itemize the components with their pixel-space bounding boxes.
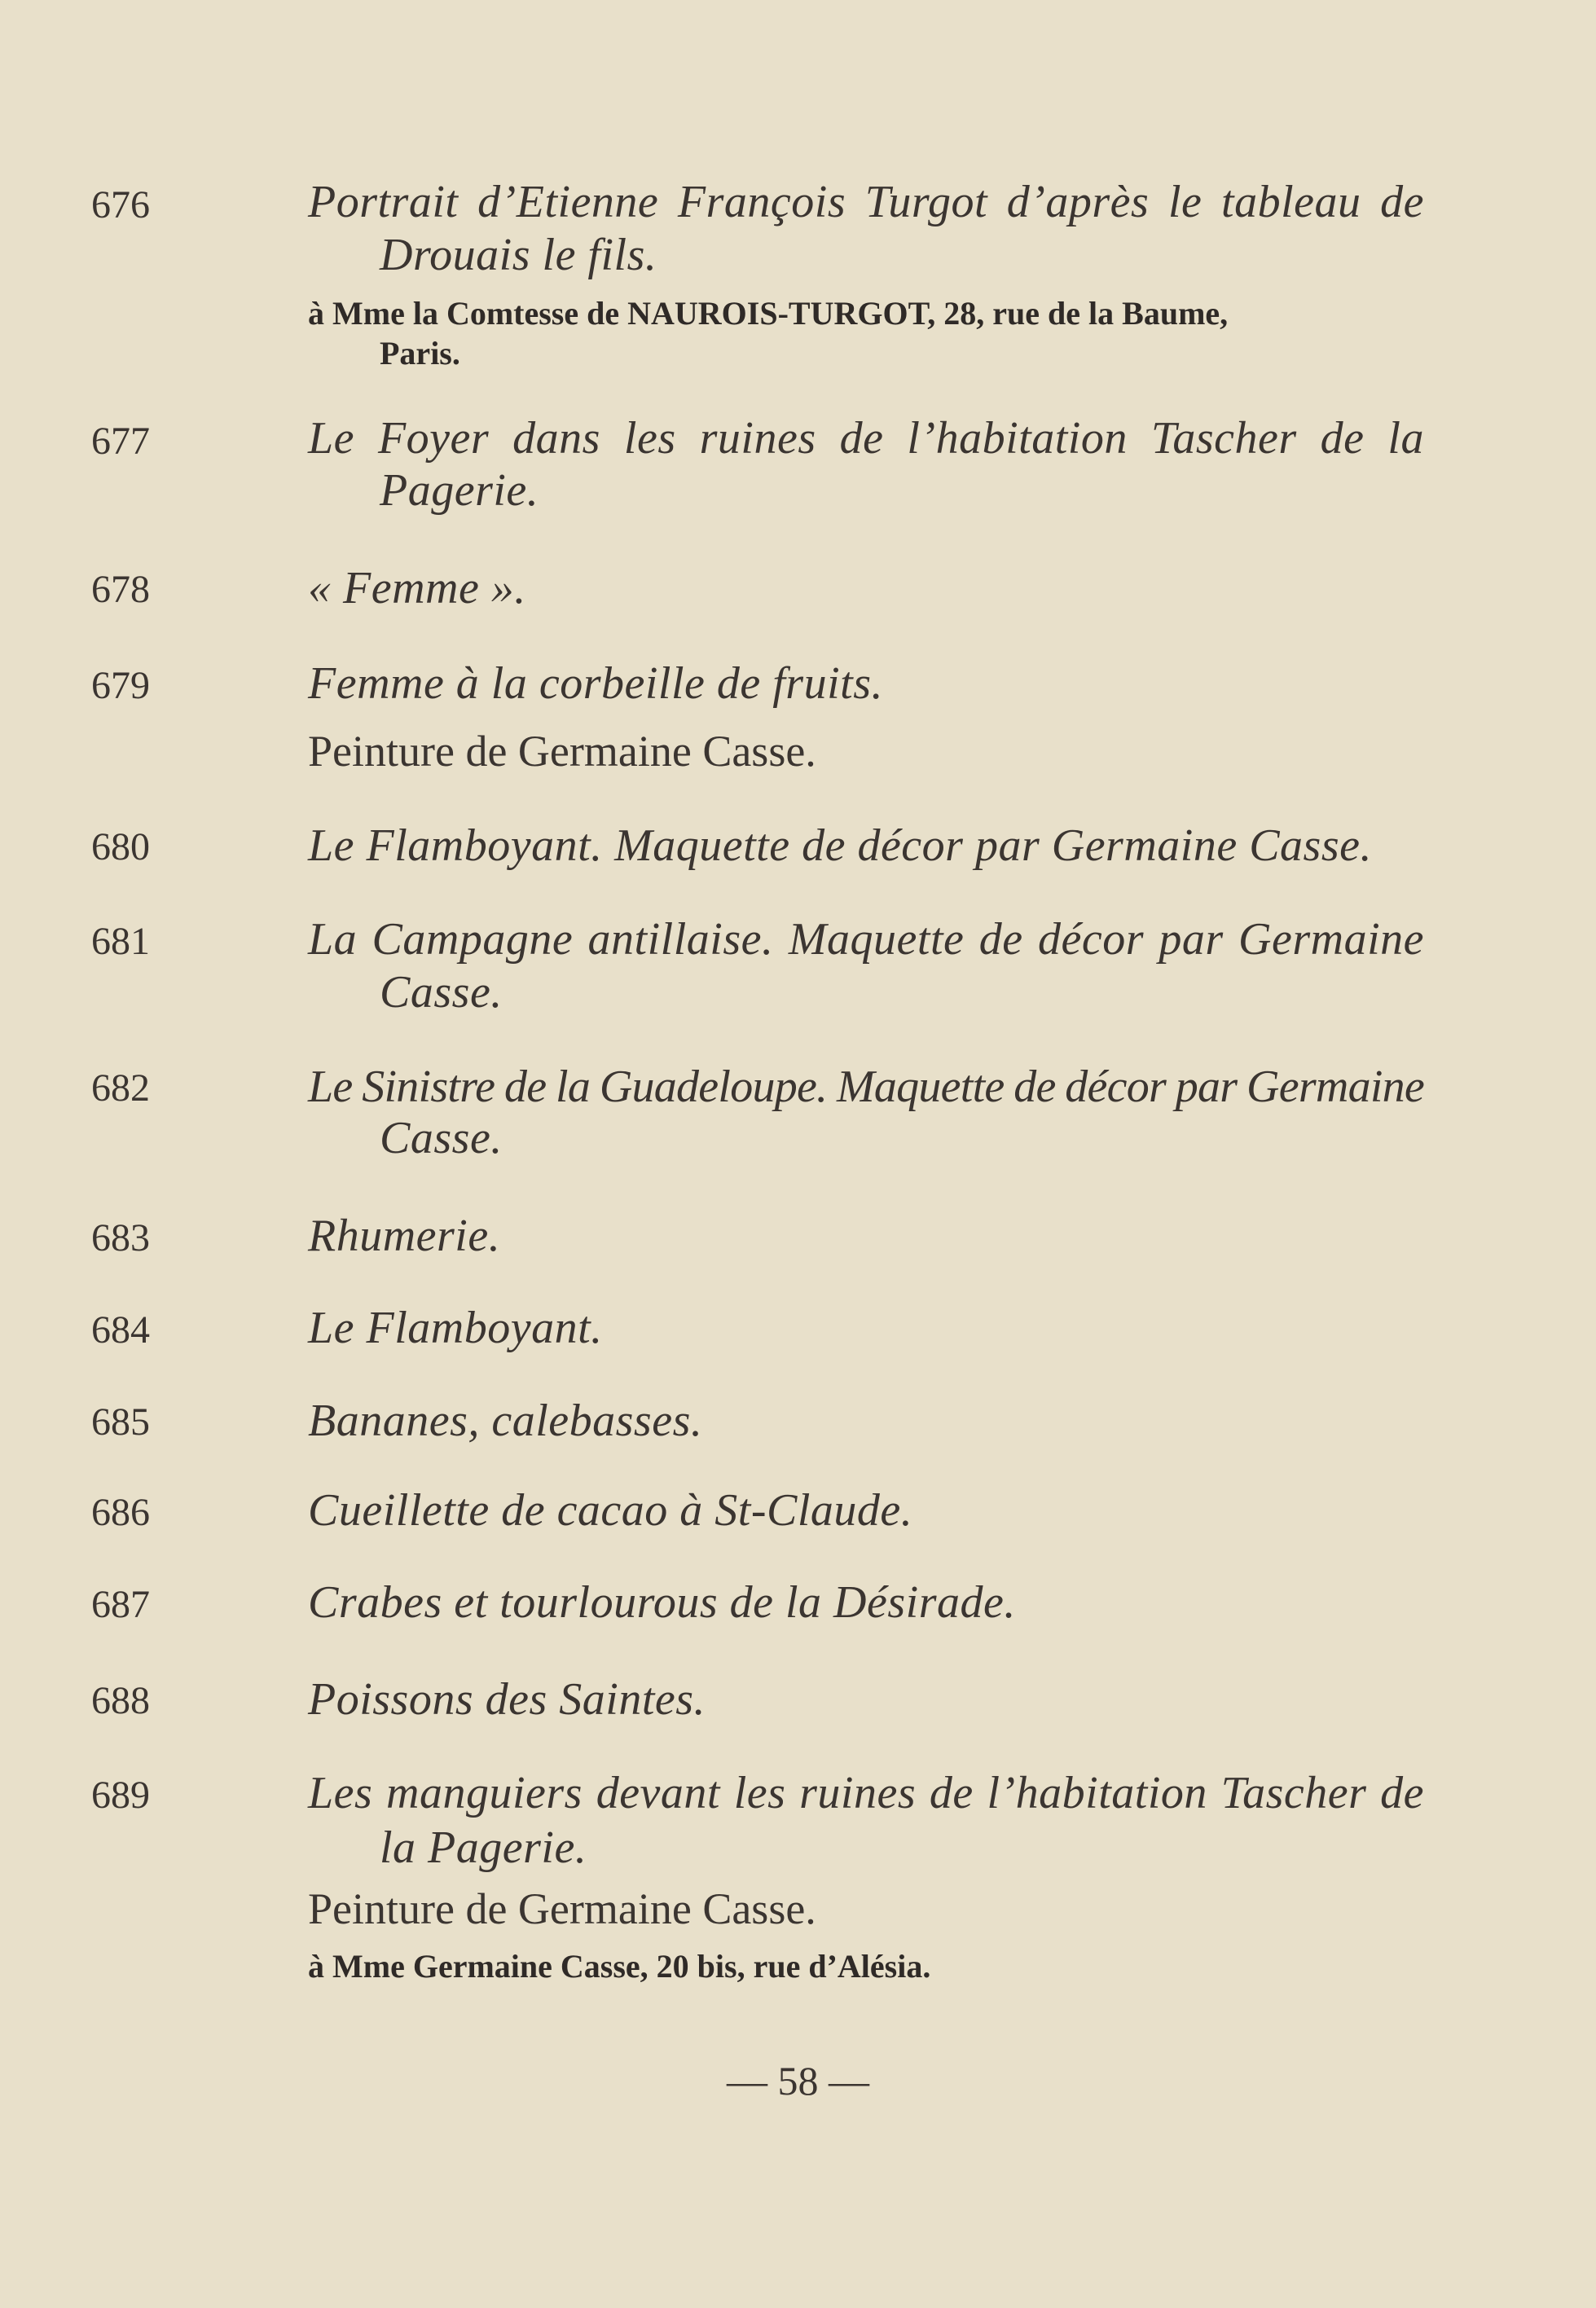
entry-title: « Femme ». (308, 563, 526, 613)
entry-number: 683 (91, 1216, 150, 1260)
entry-title-cont: Pagerie. (380, 465, 539, 516)
entry-title: Le Flamboyant. Maquette de décor par Germaine Casse. (308, 820, 1372, 871)
entry-title-cont: Casse. (380, 967, 503, 1018)
entry-number: 680 (91, 825, 150, 868)
page-number: — 58 — (727, 2058, 869, 2104)
entry-title: Cueillette de cacao à St-Claude. (308, 1485, 913, 1536)
entry-title: Poissons des Saintes. (308, 1674, 706, 1725)
entry-owner: à Mme Germaine Casse, 20 bis, rue d’Alésia. (308, 1948, 931, 1985)
entry-title-cont: la Pagerie. (380, 1822, 587, 1873)
entry-title: Rhumerie. (308, 1211, 501, 1261)
entry-number: 678 (91, 568, 150, 611)
entry-title: Le Flamboyant. (308, 1303, 603, 1353)
entry-number: 686 (91, 1491, 150, 1534)
entry-owner: à Mme la Comtesse de NAUROIS-TURGOT, 28, rue de la Baume, (308, 295, 1229, 332)
entry-title: Bananes, calebasses. (308, 1396, 703, 1446)
entry-number: 682 (91, 1066, 150, 1110)
entry-number: 688 (91, 1679, 150, 1722)
entry-number: 679 (91, 664, 150, 707)
entry-number: 689 (91, 1774, 150, 1817)
entry-number: 684 (91, 1308, 150, 1352)
entry-number: 685 (91, 1400, 150, 1444)
entry-number: 681 (91, 920, 150, 963)
entry-title: Les manguiers devant les ruines de l’habitation Tascher de (308, 1768, 1424, 1818)
entry-owner-cont: Paris. (380, 335, 460, 371)
entry-title: Le Sinistre de la Guadeloupe. Maquette de décor par Germaine (308, 1062, 1424, 1112)
entry-number: 677 (91, 420, 150, 463)
entry-note: Peinture de Germaine Casse. (308, 1884, 816, 1933)
entry-title-cont: Casse. (380, 1113, 503, 1163)
entry-title-cont: Drouais le fils. (380, 230, 657, 280)
entry-title: Portrait d’Etienne François Turgot d’après le tableau de (308, 177, 1424, 227)
entry-number: 676 (91, 183, 150, 226)
entry-title: Femme à la corbeille de fruits. (308, 658, 884, 709)
entry-title: Crabes et tourlourous de la Désirade. (308, 1577, 1016, 1628)
entry-note: Peinture de Germaine Casse. (308, 727, 816, 776)
entry-title: Le Foyer dans les ruines de l’habitation Tascher de la (308, 413, 1424, 464)
entry-number: 687 (91, 1583, 150, 1626)
entry-title: La Campagne antillaise. Maquette de décor par Germaine (308, 914, 1424, 965)
